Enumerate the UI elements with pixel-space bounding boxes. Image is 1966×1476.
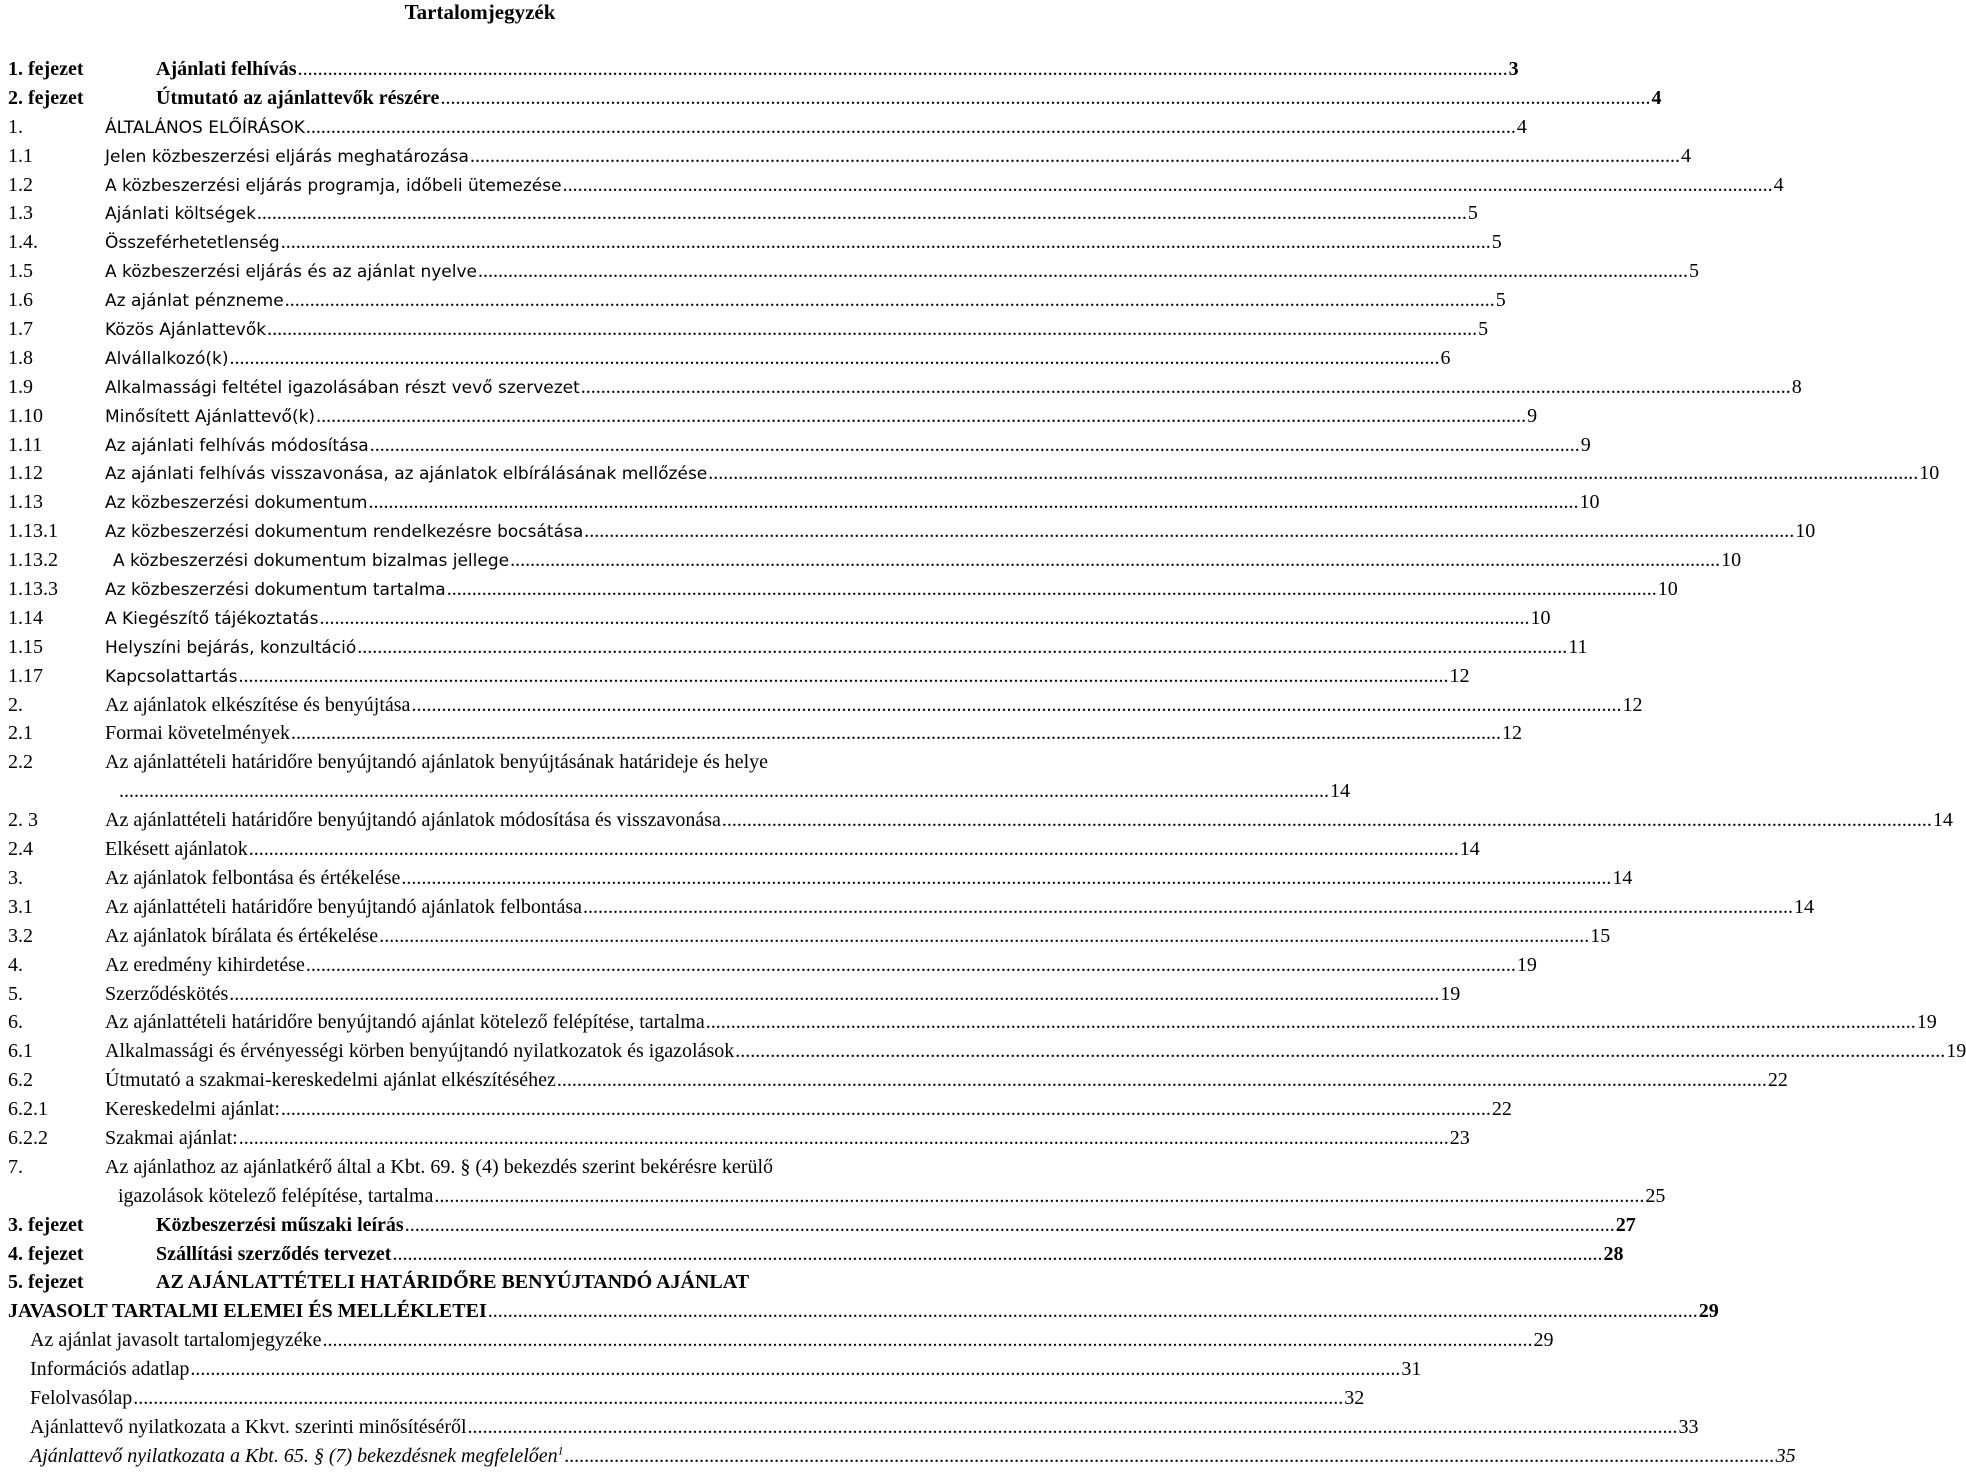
toc-entry-title: Szerződéskötés <box>105 982 229 1005</box>
toc-entry[interactable] <box>0 1095 1512 1124</box>
toc-entry-number: 6. <box>8 1011 23 1034</box>
toc-entry-title: Közös Ajánlattevők <box>105 320 267 341</box>
toc-entry-title: Felolvasólap <box>30 1386 133 1409</box>
toc-entry-title: Az ajánlattételi határidőre benyújtandó ajánlat kötelező felépítése, tartalma <box>105 1011 705 1034</box>
toc-leader-dots <box>267 315 1477 344</box>
toc-entry[interactable] <box>0 431 1591 460</box>
toc-entry-title: Az ajánlattételi határidőre benyújtandó ajánlatok felbontása <box>105 895 583 918</box>
toc-entry-page: 4 <box>1773 173 1784 196</box>
toc-entry-page: 5 <box>1688 260 1699 283</box>
toc-entry-title: Ajánlati felhívás <box>156 58 297 80</box>
toc-entry-page: 9 <box>1580 433 1591 456</box>
toc-entry-title: Minősített Ajánlattevő(k) <box>105 406 316 427</box>
toc-entry[interactable] <box>0 864 1633 893</box>
toc-entry-page: 12 <box>1501 722 1522 745</box>
toc-entry[interactable] <box>0 517 1816 546</box>
toc-leader-dots <box>440 84 1650 113</box>
toc-entry-title: Az ajánlattételi határidőre benyújtandó ajánlatok módosítása és visszavonása <box>105 809 721 832</box>
toc-leader-dots <box>239 1124 1449 1153</box>
toc-entry-page: 14 <box>1612 866 1633 889</box>
toc-entry[interactable] <box>0 459 1940 488</box>
toc-leader-dots <box>510 546 1720 575</box>
toc-entry-title: Az közbeszerzési dokumentum tartalma <box>105 580 446 601</box>
toc-entry[interactable] <box>0 1240 1624 1269</box>
toc-entry[interactable] <box>0 199 1478 228</box>
toc-entry-page: 5 <box>1491 231 1502 254</box>
toc-entry[interactable] <box>0 719 1522 748</box>
toc-entry-page: 11 <box>1568 635 1588 658</box>
toc-entry-title: Elkésett ajánlatok <box>105 838 248 861</box>
toc-entry[interactable] <box>0 1037 1966 1066</box>
toc-leader-dots <box>190 1355 1400 1384</box>
toc-entry[interactable] <box>0 55 1519 84</box>
toc-entry-page: 35 <box>1775 1444 1796 1467</box>
toc-entry-page: 15 <box>1590 924 1611 947</box>
toc-entry[interactable] <box>0 546 1742 575</box>
toc-leader-dots <box>392 1240 1602 1269</box>
toc-entry-page: 10 <box>1721 549 1742 572</box>
toc-entry[interactable] <box>0 575 1678 604</box>
toc-entry-title: Ajánlattevő nyilatkozata a Kbt. 65. § (7) bekezdésnek megfelelően$^1$ <box>30 1443 564 1467</box>
toc-leader-dots <box>319 604 1529 633</box>
toc-entry[interactable] <box>0 1153 960 1182</box>
toc-entry[interactable] <box>0 1008 1937 1037</box>
toc-entry-number: 2.2 <box>8 751 33 774</box>
toc-entry-number: 1.17 <box>8 664 43 687</box>
toc-entry[interactable] <box>0 691 1643 720</box>
toc-entry[interactable] <box>0 286 1506 315</box>
toc-entry-title: ÁLTALÁNOS ELŐÍRÁSOK <box>105 117 305 138</box>
toc-entry-page: 10 <box>1657 578 1678 601</box>
toc-entry-title: AZ AJÁNLATTÉTELI HATÁRIDŐRE BENYÚJTANDÓ AJÁNLAT <box>156 1271 750 1294</box>
toc-entry[interactable] <box>0 1124 1470 1153</box>
toc-entry[interactable] <box>0 228 1502 257</box>
toc-leader-dots <box>281 1095 1491 1124</box>
toc-entry-title: JAVASOLT TARTALMI ELEMEI ÉS MELLÉKLETEI <box>8 1300 487 1323</box>
toc-entry-title: Az közbeszerzési dokumentum rendelkezésre bocsátása <box>105 522 584 543</box>
toc-entry-page: 5 <box>1495 289 1506 312</box>
toc-entry-number: 2. 3 <box>8 809 38 832</box>
toc-entry-page: 12 <box>1622 693 1643 716</box>
toc-entry-number: 2.1 <box>8 722 33 745</box>
toc-entry-title: Formai követelmények <box>105 722 290 745</box>
toc-entry-page: 28 <box>1603 1242 1624 1265</box>
toc-entry-page: 29 <box>1698 1300 1719 1323</box>
toc-entry-number: 1.2 <box>8 173 33 196</box>
toc-leader-dots <box>563 171 1773 200</box>
toc-entry-number: 1.6 <box>8 289 33 312</box>
toc-entry-number: 1.13.3 <box>8 578 58 601</box>
toc-entry-title: A közbeszerzési eljárás programja, időbeli ütemezése <box>105 175 562 196</box>
toc-leader-dots <box>238 662 1448 691</box>
toc-leader-dots <box>285 286 1495 315</box>
toc-entry-page: 4 <box>1680 144 1691 167</box>
toc-entry[interactable] <box>0 1326 1554 1355</box>
toc-leader-dots <box>357 633 1567 662</box>
toc-entry[interactable] <box>0 835 1480 864</box>
toc-entry-page: 10 <box>1579 491 1600 514</box>
toc-entry-number: 1. <box>8 115 23 138</box>
toc-entry-number: 6.2 <box>8 1069 33 1092</box>
toc-leader-dots <box>735 1037 1945 1066</box>
toc-entry-number: 3.1 <box>8 895 33 918</box>
toc-entry-number: 4. fejezet <box>8 1242 84 1265</box>
toc-leader-dots <box>583 893 1793 922</box>
toc-entry[interactable] <box>0 142 1691 171</box>
toc-entry[interactable] <box>0 662 1470 691</box>
toc-leader-dots <box>119 777 1329 806</box>
toc-entry-number: 1.13 <box>8 491 43 514</box>
toc-entry[interactable] <box>0 1355 1422 1384</box>
toc-entry-page: 8 <box>1791 375 1802 398</box>
toc-entry-title: Útmutató a szakmai-kereskedelmi ajánlat elkészítéséhez <box>105 1069 556 1092</box>
toc-leader-dots <box>368 488 1578 517</box>
toc-entry-number: 1.5 <box>8 260 33 283</box>
toc-entry-number: 6.1 <box>8 1040 33 1063</box>
toc-entry-title: Ajánlattevő nyilatkozata a Kkvt. szerinti minősítéséről <box>30 1415 467 1438</box>
toc-entry[interactable] <box>0 1211 1636 1240</box>
toc-entry-page: 10 <box>1530 606 1551 629</box>
toc-entry-title: igazolások kötelező felépítése, tartalma <box>118 1184 434 1207</box>
toc-entry-page: 22 <box>1767 1069 1788 1092</box>
toc-entry-number: 1.15 <box>8 635 43 658</box>
toc-entry-title: Kapcsolattartás <box>105 666 238 687</box>
toc-entry-title: A közbeszerzési dokumentum bizalmas jellege <box>113 551 510 572</box>
toc-leader-dots <box>379 922 1589 951</box>
toc-entry[interactable] <box>0 344 1451 373</box>
toc-leader-dots <box>298 55 1508 84</box>
toc-entry-page: 22 <box>1491 1098 1512 1121</box>
toc-entry-number: 2. fejezet <box>8 86 84 109</box>
toc-entry-page: 23 <box>1449 1126 1470 1149</box>
toc-entry-title: Az eredmény kihirdetése <box>105 953 305 976</box>
toc-leader-dots <box>468 1413 1678 1442</box>
toc-leader-dots <box>291 719 1501 748</box>
toc-leader-dots <box>706 1008 1916 1037</box>
toc-leader-dots <box>708 459 1918 488</box>
toc-entry-number: 1.13.2 <box>8 549 58 572</box>
toc-entry-title: Kereskedelmi ajánlat: <box>105 1098 280 1121</box>
toc-entry-number: 3. <box>8 866 23 889</box>
toc-leader-dots <box>405 1211 1615 1240</box>
toc-leader-dots <box>447 575 1657 604</box>
toc-entry-page: 14 <box>1459 838 1480 861</box>
toc-leader-dots <box>581 373 1791 402</box>
toc-leader-dots <box>434 1182 1644 1211</box>
toc-entry-page: 32 <box>1344 1386 1365 1409</box>
toc-entry-page: 19 <box>1516 953 1537 976</box>
toc-entry-title: Az ajánlathoz az ajánlatkérő által a Kbt. 69. § (4) bekezdés szerint bekérésre kerülő <box>105 1155 774 1178</box>
toc-entry[interactable] <box>0 980 1461 1009</box>
toc-entry-page: 19 <box>1916 1011 1937 1034</box>
toc-entry-title: Információs adatlap <box>30 1358 190 1381</box>
toc-entry-title: Az ajánlati felhívás visszavonása, az ajánlatok elbírálásának mellőzése <box>105 464 708 485</box>
toc-leader-dots <box>470 142 1680 171</box>
toc-leader-dots <box>133 1384 1343 1413</box>
toc-entry[interactable] <box>0 171 1784 200</box>
toc-entry-number: 1.3 <box>8 202 33 225</box>
toc-entry-page: 4 <box>1516 115 1527 138</box>
toc-entry-page: 9 <box>1527 404 1538 427</box>
toc-leader-dots <box>401 864 1611 893</box>
toc-entry-page: 19 <box>1946 1040 1966 1063</box>
toc-entry-title: Az ajánlati felhívás módosítása <box>105 435 369 456</box>
toc-entry-title: Alvállalkozó(k) <box>105 348 229 369</box>
toc-entry-page: 25 <box>1645 1184 1666 1207</box>
toc-entry[interactable] <box>0 951 1537 980</box>
toc-entry-title: Összeférhetetlenség <box>105 233 280 254</box>
toc-entry-number: 1.10 <box>8 404 43 427</box>
toc-entry-title: Szállítási szerződés tervezet <box>156 1242 392 1265</box>
toc-leader-dots <box>565 1442 1775 1471</box>
toc-entry-page: 19 <box>1440 982 1461 1005</box>
toc-leader-dots <box>306 113 1516 142</box>
toc-entry-number: 1.8 <box>8 346 33 369</box>
toc-entry-number: 1.14 <box>8 606 43 629</box>
toc-entry-title: Az ajánlatok bírálata és értékelése <box>105 924 379 947</box>
toc-leader-dots <box>281 228 1491 257</box>
toc-entry-title: Ajánlati költségek <box>105 204 256 225</box>
toc-entry-number: 7. <box>8 1155 23 1178</box>
toc-entry-number: 1. fejezet <box>8 58 84 80</box>
toc-entry-number: 1.4. <box>8 231 38 254</box>
toc-entry-page: 5 <box>1478 318 1489 341</box>
toc-entry-number: 4. <box>8 953 23 976</box>
toc-entry-title: Az ajánlatok felbontása és értékelése <box>105 866 401 889</box>
toc-entry-title: Útmutató az ajánlattevők részére <box>156 86 440 109</box>
toc-entry[interactable] <box>0 84 1662 113</box>
toc-entry[interactable] <box>0 893 1815 922</box>
toc-leader-dots <box>722 806 1932 835</box>
toc-entry-title: Az ajánlatok elkészítése és benyújtása <box>105 693 411 716</box>
toc-entry[interactable] <box>0 1297 1719 1326</box>
toc-entry-page: 29 <box>1533 1329 1554 1352</box>
toc-entry-number: 2.4 <box>8 838 33 861</box>
toc-leader-dots <box>488 1297 1698 1326</box>
toc-leader-dots <box>584 517 1794 546</box>
toc-entry-page: 14 <box>1330 780 1350 803</box>
toc-entry-page: 33 <box>1678 1415 1699 1438</box>
toc-entry[interactable] <box>0 1066 1788 1095</box>
toc-entry[interactable] <box>0 402 1538 431</box>
toc-entry-page: 14 <box>1794 895 1815 918</box>
toc-leader-dots <box>306 951 1516 980</box>
toc-leader-dots <box>257 199 1467 228</box>
toc-entry-title: Szakmai ajánlat: <box>105 1126 238 1149</box>
toc-leader-dots <box>230 344 1440 373</box>
toc-entry-title: Az ajánlat javasolt tartalomjegyzéke <box>30 1329 322 1352</box>
toc-entry-number: 1.13.1 <box>8 520 58 543</box>
toc-leader-dots <box>478 257 1688 286</box>
toc-entry-page: 27 <box>1615 1213 1636 1236</box>
toc-entry-title: Alkalmassági és érvényességi körben benyújtandó nyilatkozatok és igazolások <box>105 1040 735 1063</box>
toc-entry-page: 10 <box>1919 462 1940 485</box>
table-of-contents <box>0 55 1966 1471</box>
toc-entry[interactable] <box>0 633 1588 662</box>
toc-entry-title: Az ajánlat pénzneme <box>105 291 284 312</box>
toc-entry[interactable] <box>0 1268 960 1297</box>
toc-entry-number: 5. <box>8 982 23 1005</box>
toc-entry-title: A közbeszerzési eljárás és az ajánlat nyelve <box>105 262 477 283</box>
toc-entry[interactable] <box>0 806 1953 835</box>
toc-entry-number: 1.11 <box>8 433 43 456</box>
toc-entry-page: 12 <box>1449 664 1470 687</box>
toc-entry[interactable] <box>0 1384 1365 1413</box>
toc-entry-page: 4 <box>1651 86 1662 109</box>
toc-entry[interactable] <box>0 113 1527 142</box>
toc-leader-dots <box>557 1066 1767 1095</box>
toc-leader-dots <box>249 835 1459 864</box>
toc-entry[interactable] <box>0 1442 1796 1471</box>
toc-entry[interactable] <box>0 257 1699 286</box>
toc-entry-number: 1.9 <box>8 375 33 398</box>
toc-leader-dots <box>411 691 1621 720</box>
toc-entry[interactable] <box>0 777 1350 806</box>
footnote-marker: 1 <box>557 1443 564 1458</box>
toc-leader-dots <box>370 431 1580 460</box>
toc-entry-number: 3. fejezet <box>8 1213 84 1236</box>
toc-entry-title: Helyszíni bejárás, konzultáció <box>105 637 357 658</box>
toc-entry[interactable] <box>0 373 1802 402</box>
toc-leader-dots <box>229 980 1439 1009</box>
toc-entry-title: Jelen közbeszerzési eljárás meghatározása <box>105 146 469 167</box>
toc-entry-number: 6.2.2 <box>8 1126 48 1149</box>
toc-title: Tartalomjegyzék <box>404 0 556 24</box>
toc-entry-title: Közbeszerzési műszaki leírás <box>156 1213 404 1236</box>
toc-entry-number: 6.2.1 <box>8 1098 48 1121</box>
toc-entry-title: Az ajánlattételi határidőre benyújtandó ajánlatok benyújtásának határideje és helye <box>105 751 769 774</box>
toc-entry[interactable] <box>0 604 1551 633</box>
toc-entry-number: 5. fejezet <box>8 1271 84 1294</box>
toc-leader-dots <box>323 1326 1533 1355</box>
toc-entry-page: 31 <box>1401 1358 1422 1381</box>
toc-entry-page: 6 <box>1440 346 1451 369</box>
toc-entry[interactable] <box>0 488 1600 517</box>
toc-entry[interactable] <box>0 315 1489 344</box>
toc-entry-page: 5 <box>1467 202 1478 225</box>
toc-entry-page: 10 <box>1795 520 1816 543</box>
toc-entry-page: 3 <box>1508 58 1519 80</box>
toc-entry[interactable] <box>0 748 960 777</box>
toc-entry-number: 1.7 <box>8 318 33 341</box>
toc-entry[interactable] <box>0 922 1611 951</box>
toc-entry-number: 2. <box>8 693 23 716</box>
toc-entry[interactable] <box>0 1413 1699 1442</box>
toc-entry-title: Az közbeszerzési dokumentum <box>105 493 368 514</box>
toc-entry-page: 14 <box>1932 809 1953 832</box>
toc-entry-number: 1.12 <box>8 462 43 485</box>
toc-entry-number: 3.2 <box>8 924 33 947</box>
toc-entry-number: 1.1 <box>8 144 33 167</box>
toc-entry[interactable] <box>0 1182 1666 1211</box>
toc-entry-title: Alkalmassági feltétel igazolásában részt vevő szervezet <box>105 377 580 398</box>
toc-entry-title: A Kiegészítő tájékoztatás <box>105 608 319 629</box>
toc-leader-dots <box>316 402 1526 431</box>
